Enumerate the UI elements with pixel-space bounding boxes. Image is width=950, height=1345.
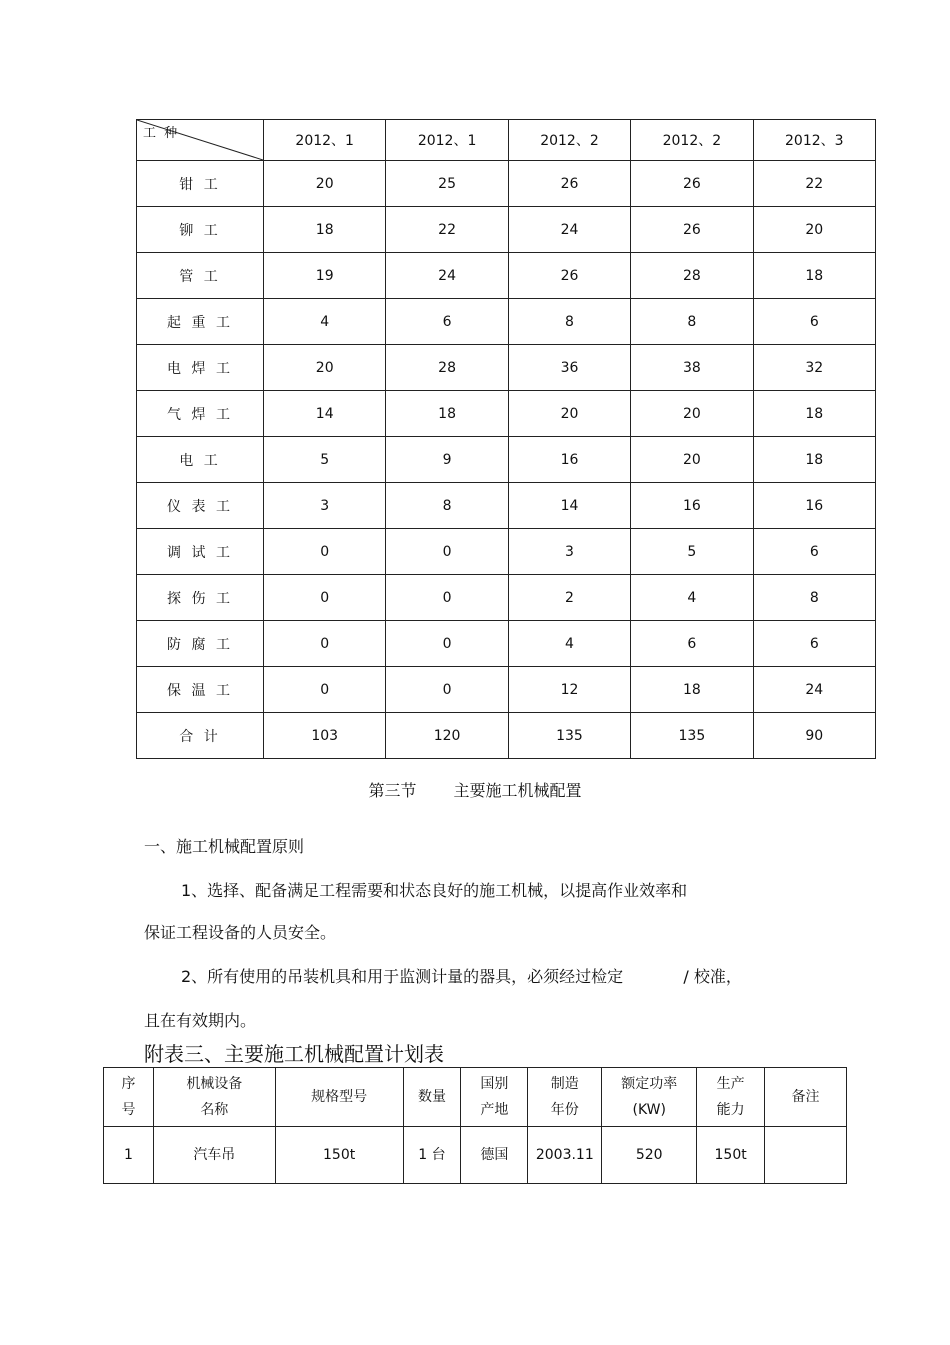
labor-value-cell: 5 — [264, 437, 386, 483]
labor-value-cell: 26 — [631, 207, 753, 253]
machine-cell: 汽车吊 — [153, 1127, 275, 1184]
labor-value-cell: 20 — [264, 345, 386, 391]
labor-value-cell: 28 — [631, 253, 753, 299]
labor-value-cell: 20 — [631, 437, 753, 483]
labor-value-cell: 5 — [631, 529, 753, 575]
labor-type-cell: 合 计 — [137, 713, 264, 759]
labor-value-cell: 18 — [753, 437, 875, 483]
labor-value-cell: 19 — [264, 253, 386, 299]
machine-header-text: 制造 — [550, 1076, 579, 1092]
machine-header-cell — [104, 1068, 154, 1127]
machine-cell: 520 — [602, 1127, 697, 1184]
labor-value-cell: 26 — [508, 161, 630, 207]
principle-2-suffix: / 校准， — [683, 967, 742, 986]
labor-type-cell: 防 腐 工 — [137, 621, 264, 667]
labor-value-cell: 14 — [508, 483, 630, 529]
labor-row — [137, 483, 876, 529]
labor-value-cell: 4 — [508, 621, 630, 667]
machine-header-text: 能力 — [716, 1102, 745, 1118]
labor-value-cell: 6 — [386, 299, 508, 345]
machine-table — [103, 1067, 847, 1184]
labor-value-cell: 20 — [508, 391, 630, 437]
labor-value-cell: 2 — [508, 575, 630, 621]
labor-value-cell: 3 — [264, 483, 386, 529]
principle-2-line-1 — [181, 964, 742, 987]
labor-row — [137, 161, 876, 207]
labor-value-cell: 6 — [631, 621, 753, 667]
labor-row — [137, 575, 876, 621]
machine-row — [104, 1127, 847, 1184]
labor-value-cell: 0 — [386, 575, 508, 621]
labor-table-body — [137, 120, 876, 759]
machine-cell: 1 — [104, 1127, 154, 1184]
section-title — [0, 778, 950, 801]
labor-value-cell: 25 — [386, 161, 508, 207]
column-header: 2012、3 — [753, 120, 875, 161]
labor-type-cell: 调 试 工 — [137, 529, 264, 575]
labor-value-cell: 120 — [386, 713, 508, 759]
labor-header-row — [137, 120, 876, 161]
column-header: 2012、1 — [386, 120, 508, 161]
labor-type-cell: 保 温 工 — [137, 667, 264, 713]
labor-value-cell: 8 — [386, 483, 508, 529]
machine-header-cell — [461, 1068, 528, 1127]
labor-value-cell: 90 — [753, 713, 875, 759]
principle-1-line-2: 保证工程设备的人员安全。 — [144, 923, 337, 942]
labor-value-cell: 103 — [264, 713, 386, 759]
labor-value-cell: 8 — [753, 575, 875, 621]
labor-value-cell: 8 — [631, 299, 753, 345]
labor-type-cell: 铆 工 — [137, 207, 264, 253]
principle-2-text: 2、所有使用的吊装机具和用于监测计量的器具，必须经过检定 — [181, 967, 624, 986]
labor-value-cell: 0 — [264, 621, 386, 667]
machine-header-cell — [153, 1068, 275, 1127]
labor-type-cell: 电 工 — [137, 437, 264, 483]
labor-value-cell: 14 — [264, 391, 386, 437]
labor-row — [137, 437, 876, 483]
principle-1-line-1: 1、选择、配备满足工程需要和状态良好的施工机械，以提高作业效率和 — [181, 881, 688, 900]
labor-value-cell: 20 — [753, 207, 875, 253]
machine-header-text: 备注 — [791, 1089, 820, 1105]
labor-value-cell: 16 — [753, 483, 875, 529]
labor-row — [137, 345, 876, 391]
machine-header-cell — [602, 1068, 697, 1127]
labor-value-cell: 36 — [508, 345, 630, 391]
machine-header-text: 规格型号 — [311, 1089, 368, 1105]
column-header: 2012、2 — [631, 120, 753, 161]
labor-value-cell: 22 — [386, 207, 508, 253]
labor-type-cell: 气 焊 工 — [137, 391, 264, 437]
labor-type-cell: 探 伤 工 — [137, 575, 264, 621]
machine-cell: 2003.11 — [528, 1127, 602, 1184]
labor-value-cell: 18 — [753, 391, 875, 437]
labor-value-cell: 20 — [264, 161, 386, 207]
labor-type-cell: 钳 工 — [137, 161, 264, 207]
labor-value-cell: 135 — [631, 713, 753, 759]
labor-value-cell: 28 — [386, 345, 508, 391]
machine-header-cell — [528, 1068, 602, 1127]
labor-row — [137, 621, 876, 667]
labor-row — [137, 299, 876, 345]
labor-row — [137, 713, 876, 759]
machine-header-text: 序 — [121, 1076, 136, 1092]
machine-header-text: 额定功率 — [621, 1076, 678, 1092]
labor-value-cell: 135 — [508, 713, 630, 759]
column-header: 2012、1 — [264, 120, 386, 161]
machine-header-text: 名称 — [200, 1102, 229, 1118]
machine-cell: 150t — [697, 1127, 765, 1184]
principles-heading: 一、施工机械配置原则 — [144, 837, 305, 856]
machine-header-text: 机械设备 — [186, 1076, 243, 1092]
labor-value-cell: 4 — [631, 575, 753, 621]
corner-cell — [137, 120, 264, 161]
labor-value-cell: 0 — [264, 667, 386, 713]
labor-value-cell: 24 — [508, 207, 630, 253]
machine-header-text: (KW) — [632, 1102, 666, 1118]
machine-cell: 150t — [275, 1127, 403, 1184]
appendix-title: 附表三、主要施工机械配置计划表 — [144, 1042, 444, 1066]
machine-header-cell — [765, 1068, 847, 1127]
machine-header-text: 产地 — [480, 1102, 509, 1118]
column-header: 2012、2 — [508, 120, 630, 161]
machine-header-row — [104, 1068, 847, 1127]
labor-value-cell: 6 — [753, 299, 875, 345]
machine-header-text: 生产 — [716, 1076, 745, 1092]
labor-type-cell: 起 重 工 — [137, 299, 264, 345]
machine-header-cell — [275, 1068, 403, 1127]
machine-header-text: 年份 — [550, 1102, 579, 1118]
machine-cell: 德国 — [461, 1127, 528, 1184]
machine-table-body — [104, 1068, 847, 1184]
labor-value-cell: 4 — [264, 299, 386, 345]
labor-value-cell: 18 — [753, 253, 875, 299]
labor-value-cell: 26 — [508, 253, 630, 299]
labor-value-cell: 20 — [631, 391, 753, 437]
labor-row — [137, 391, 876, 437]
labor-row — [137, 207, 876, 253]
labor-type-cell: 管 工 — [137, 253, 264, 299]
labor-value-cell: 22 — [753, 161, 875, 207]
labor-value-cell: 24 — [753, 667, 875, 713]
labor-value-cell: 24 — [386, 253, 508, 299]
labor-value-cell: 12 — [508, 667, 630, 713]
machine-cell — [765, 1127, 847, 1184]
labor-value-cell: 8 — [508, 299, 630, 345]
labor-value-cell: 9 — [386, 437, 508, 483]
labor-value-cell: 32 — [753, 345, 875, 391]
labor-row — [137, 253, 876, 299]
machine-header-cell — [403, 1068, 461, 1127]
labor-value-cell: 6 — [753, 529, 875, 575]
section-heading: 主要施工机械配置 — [453, 781, 582, 800]
labor-value-cell: 16 — [631, 483, 753, 529]
labor-row — [137, 529, 876, 575]
labor-row — [137, 667, 876, 713]
labor-value-cell: 16 — [508, 437, 630, 483]
labor-table — [136, 119, 876, 759]
labor-value-cell: 0 — [264, 529, 386, 575]
corner-label: 工 种 — [143, 126, 180, 141]
machine-header-text: 数量 — [417, 1089, 446, 1105]
machine-cell: 1 台 — [403, 1127, 461, 1184]
labor-value-cell: 18 — [631, 667, 753, 713]
labor-value-cell: 18 — [386, 391, 508, 437]
machine-header-text: 号 — [121, 1102, 136, 1118]
labor-value-cell: 0 — [386, 667, 508, 713]
machine-header-cell — [697, 1068, 765, 1127]
labor-value-cell: 38 — [631, 345, 753, 391]
machine-header-text: 国别 — [480, 1076, 509, 1092]
principle-2-line-2: 且在有效期内。 — [144, 1011, 257, 1030]
labor-value-cell: 18 — [264, 207, 386, 253]
section-number: 第三节 — [368, 781, 417, 800]
labor-type-cell: 电 焊 工 — [137, 345, 264, 391]
labor-value-cell: 6 — [753, 621, 875, 667]
labor-value-cell: 26 — [631, 161, 753, 207]
labor-value-cell: 3 — [508, 529, 630, 575]
labor-type-cell: 仪 表 工 — [137, 483, 264, 529]
labor-value-cell: 0 — [264, 575, 386, 621]
labor-value-cell: 0 — [386, 621, 508, 667]
labor-value-cell: 0 — [386, 529, 508, 575]
